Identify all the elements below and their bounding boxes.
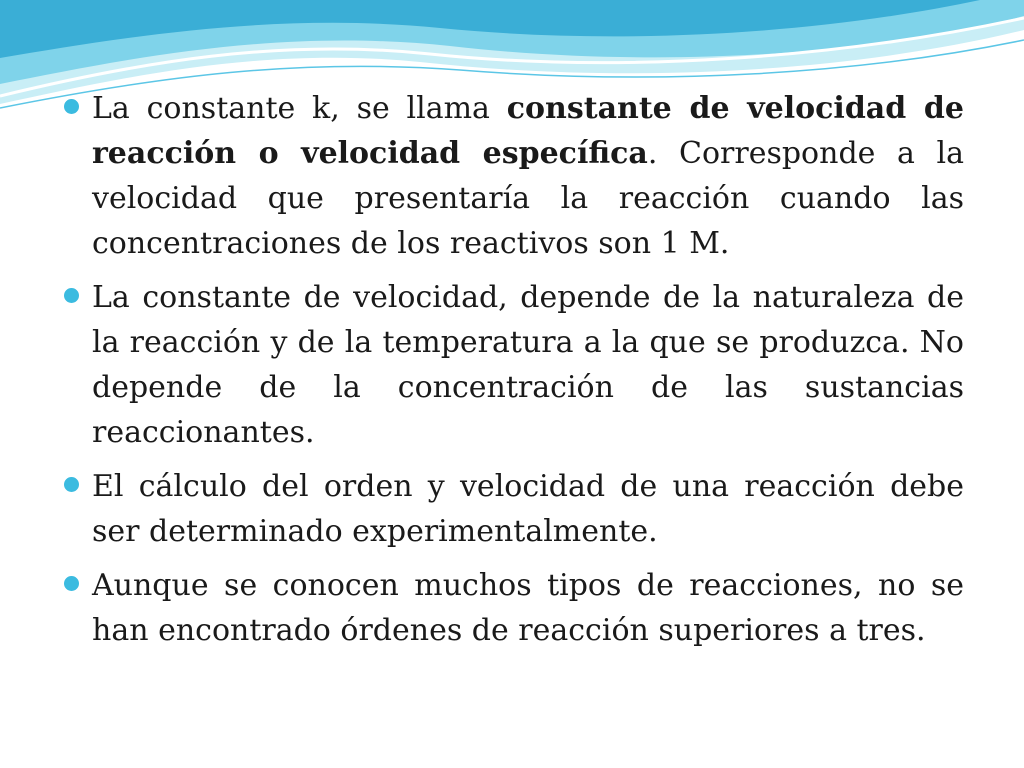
bullet-item <box>64 563 964 653</box>
bullet-icon <box>64 288 79 303</box>
bullet-item <box>64 464 964 554</box>
bullet-icon <box>64 477 79 492</box>
bullet-list <box>64 86 964 662</box>
bullet-item <box>64 275 964 455</box>
bullet-text: La constante k, se llama constante de velocidad de reacción o velocidad específica. Corresponde a la velocidad que presentaría la reacción cuando las concentraciones de los reactivos son 1 M. <box>92 91 964 261</box>
bullet-text: El cálculo del orden y velocidad de una reacción debe ser determinado experimentalmente. <box>92 469 964 549</box>
bullet-icon <box>64 576 79 591</box>
bullet-icon <box>64 99 79 114</box>
bullet-text: La constante de velocidad, depende de la naturaleza de la reacción y de la temperatura a la que se produzca. No depende de la concentración de las sustancias reaccionantes. <box>92 280 964 450</box>
bullet-text: Aunque se conocen muchos tipos de reacciones, no se han encontrado órdenes de reacción superiores a tres. <box>92 568 964 648</box>
bullet-item <box>64 86 964 266</box>
